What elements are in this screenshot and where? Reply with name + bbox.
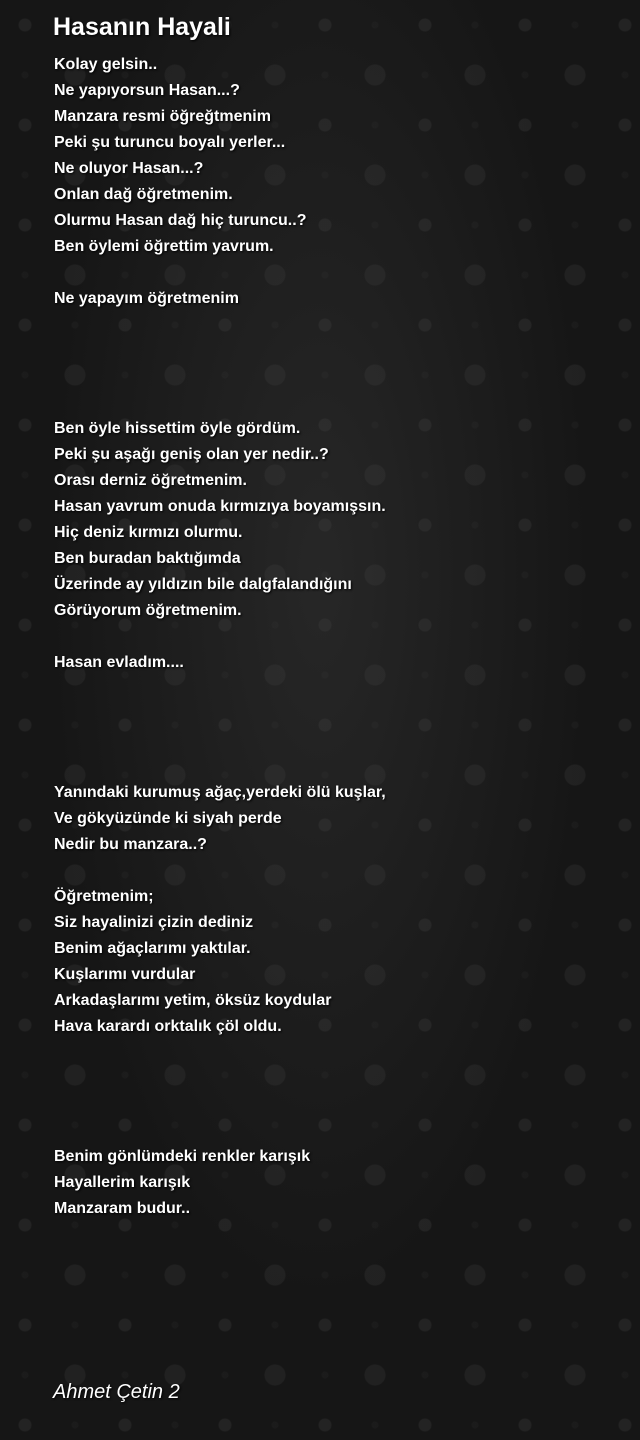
poem-line: Manzaram budur.. xyxy=(54,1200,191,1217)
poem-blank-line xyxy=(54,312,614,338)
poem-blank-line xyxy=(54,1066,614,1092)
poem-line: Üzerinde ay yıldızın bile dalgfalandığını xyxy=(54,576,352,593)
poem-title: Hasanın Hayali xyxy=(53,13,231,41)
poem-blank-line xyxy=(54,260,614,286)
poem-blank-line xyxy=(54,1118,614,1144)
poem-line: Hasan evladım.... xyxy=(54,654,184,671)
poem-blank-line xyxy=(54,858,614,884)
poem-line: Arkadaşlarımı yetim, öksüz koydular xyxy=(54,992,332,1009)
poem-author: Ahmet Çetin 2 xyxy=(53,1381,180,1403)
poem-line: Olurmu Hasan dağ hiç turuncu..? xyxy=(54,212,307,229)
poem-line: Benim ağaçlarımı yaktılar. xyxy=(54,940,251,957)
poem-line: Ve gökyüzünde ki siyah perde xyxy=(54,810,282,827)
poem-blank-line xyxy=(54,390,614,416)
poem-blank-line xyxy=(54,702,614,728)
poem-blank-line xyxy=(54,364,614,390)
poem-line: Kuşlarımı vurdular xyxy=(54,966,196,983)
poem-line: Kolay gelsin.. xyxy=(54,56,158,73)
poem-body xyxy=(54,52,614,1222)
poem-line: Ne yapıyorsun Hasan...? xyxy=(54,82,240,99)
poem-blank-line xyxy=(54,676,614,702)
poem-line: Orası derniz öğretmenim. xyxy=(54,472,247,489)
poem-blank-line xyxy=(54,1092,614,1118)
poem-line: Öğretmenim; xyxy=(54,888,154,905)
poem-line: Manzara resmi öğreğtmenim xyxy=(54,108,271,125)
poem-blank-line xyxy=(54,1040,614,1066)
poem-blank-line xyxy=(54,338,614,364)
poem-line: Ne oluyor Hasan...? xyxy=(54,160,204,177)
poem-line: Onlan dağ öğretmenim. xyxy=(54,186,233,203)
poem-line: Hava karardı orktalık çöl oldu. xyxy=(54,1018,282,1035)
poem-line: Peki şu aşağı geniş olan yer nedir..? xyxy=(54,446,329,463)
poem-line: Ne yapayım öğretmenim xyxy=(54,290,239,307)
poem-line: Siz hayalinizi çizin dediniz xyxy=(54,914,254,931)
poem-blank-line xyxy=(54,624,614,650)
poem-line: Ben öyle hissettim öyle gördüm. xyxy=(54,420,301,437)
poem-line: Hayallerim karışık xyxy=(54,1174,191,1191)
poem-blank-line xyxy=(54,754,614,780)
poem-line: Görüyorum öğretmenim. xyxy=(54,602,242,619)
poem-line: Nedir bu manzara..? xyxy=(54,836,207,853)
poem-blank-line xyxy=(54,728,614,754)
poem-line: Hiç deniz kırmızı olurmu. xyxy=(54,524,243,541)
poem-line: Peki şu turuncu boyalı yerler... xyxy=(54,134,286,151)
poem-line: Ben buradan baktığımda xyxy=(54,550,241,567)
poem-line: Hasan yavrum onuda kırmızıya boyamışsın. xyxy=(54,498,386,515)
poem-line: Benim gönlümdeki renkler karışık xyxy=(54,1148,311,1165)
poem-line: Yanındaki kurumuş ağaç,yerdeki ölü kuşlar, xyxy=(54,784,386,801)
poem-line: Ben öylemi öğrettim yavrum. xyxy=(54,238,274,255)
